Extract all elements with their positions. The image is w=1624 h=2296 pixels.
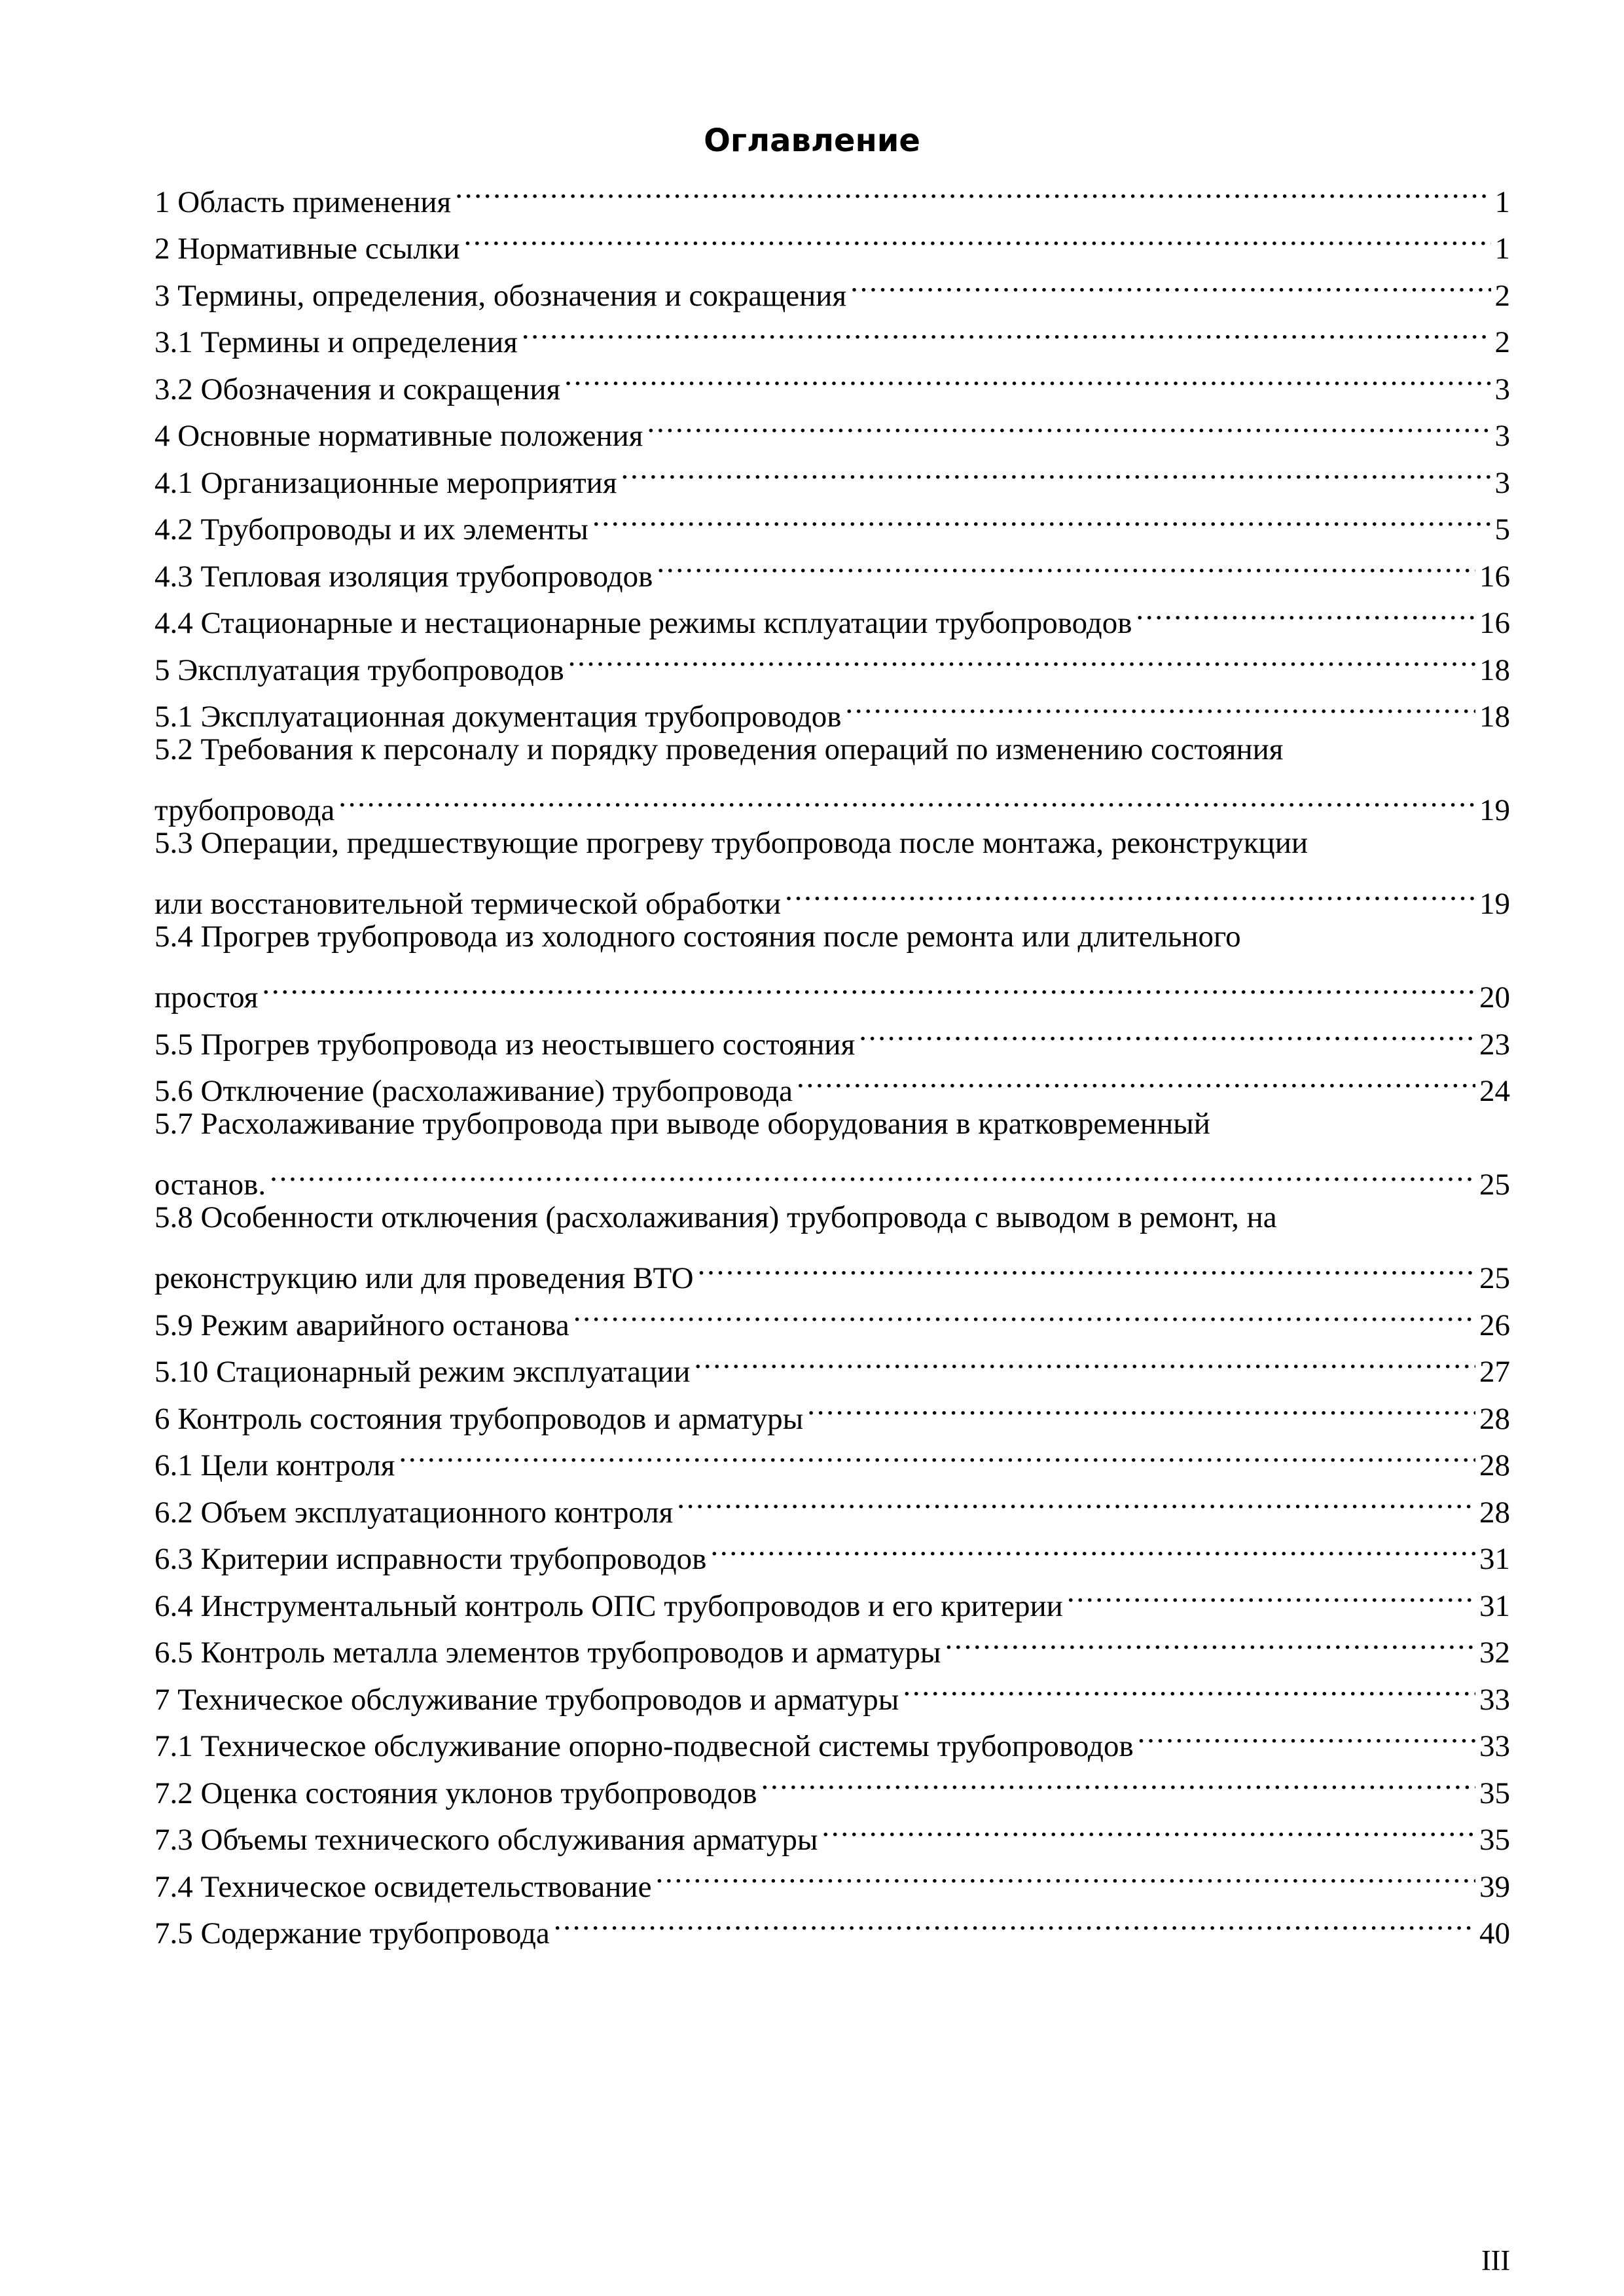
toc-entry-page: 18 bbox=[1479, 700, 1510, 734]
toc-entry-text: 1 Область применения bbox=[154, 185, 452, 219]
dot-leader bbox=[698, 1242, 1475, 1289]
toc-entry-page: 16 bbox=[1479, 606, 1510, 640]
toc-entry-page: 35 bbox=[1479, 1823, 1510, 1857]
toc-entry-text: 3.1 Термины и определения bbox=[154, 325, 518, 359]
dot-leader bbox=[554, 1897, 1475, 1944]
dot-leader bbox=[903, 1662, 1475, 1710]
toc-entry-page: 26 bbox=[1479, 1308, 1510, 1342]
dot-leader bbox=[568, 633, 1475, 680]
toc-entry-text: 4.4 Стационарные и нестационарные режимы ксплуатации трубопроводов bbox=[154, 606, 1132, 640]
toc-entry-text: 5.3 Операции, предшествующие прогреву трубопровода после монтажа, реконструкции bbox=[154, 826, 1308, 860]
toc-entry-page: 40 bbox=[1479, 1916, 1510, 1950]
toc-entry-page: 33 bbox=[1479, 1729, 1510, 1763]
toc-entry-text: 6 Контроль состояния трубопроводов и арматуры bbox=[154, 1401, 804, 1436]
toc-entry-page: 23 bbox=[1479, 1027, 1510, 1062]
toc-entry[interactable] bbox=[154, 1101, 1510, 1202]
dot-leader bbox=[270, 1148, 1475, 1195]
dot-leader bbox=[657, 539, 1475, 586]
dot-leader bbox=[564, 352, 1490, 399]
dot-leader bbox=[761, 1756, 1476, 1803]
dot-leader bbox=[1067, 1569, 1475, 1616]
dot-leader bbox=[455, 165, 1490, 212]
toc-entry-text: реконструкцию или для проведения ВТО bbox=[154, 1261, 694, 1295]
toc-entry-page: 35 bbox=[1479, 1776, 1510, 1810]
toc-entry-page: 28 bbox=[1479, 1401, 1510, 1436]
toc-entry-page: 28 bbox=[1479, 1448, 1510, 1482]
toc-entry-page: 3 bbox=[1494, 465, 1510, 500]
toc-entry-page: 19 bbox=[1479, 793, 1510, 827]
toc-entry-page: 32 bbox=[1479, 1636, 1510, 1670]
toc-entry[interactable] bbox=[154, 914, 1510, 1014]
toc-entry-text: 5.6 Отключение (расхолаживание) трубопровода bbox=[154, 1074, 793, 1108]
toc-entry-text: 2 Нормативные ссылки bbox=[154, 232, 460, 266]
toc-entry-page: 27 bbox=[1479, 1355, 1510, 1389]
toc-entry-page: 31 bbox=[1479, 1542, 1510, 1576]
toc-entry-text: 5 Эксплуатация трубопроводов bbox=[154, 653, 564, 687]
toc-entry-page: 25 bbox=[1479, 1261, 1510, 1295]
toc-entry-text: 5.10 Стационарный режим эксплуатации bbox=[154, 1355, 691, 1389]
toc-entry-text: 5.8 Особенности отключения (расхолаживания) трубопровода с выводом в ремонт, на bbox=[154, 1200, 1277, 1234]
toc-entry-page: 39 bbox=[1479, 1869, 1510, 1904]
dot-leader bbox=[464, 212, 1491, 259]
dot-leader bbox=[1136, 586, 1475, 634]
dot-leader bbox=[262, 961, 1475, 1008]
toc-entry-text: 3 Термины, определения, обозначения и сокращения bbox=[154, 278, 847, 313]
dot-leader bbox=[797, 1054, 1475, 1102]
dot-leader bbox=[694, 1335, 1475, 1382]
dot-leader bbox=[850, 259, 1490, 306]
toc-entry-text: 4.1 Организационные мероприятия bbox=[154, 465, 617, 500]
dot-leader bbox=[655, 1850, 1475, 1897]
toc-entry-page: 5 bbox=[1494, 512, 1510, 547]
dot-leader bbox=[399, 1429, 1475, 1476]
toc-entry-page: 3 bbox=[1494, 372, 1510, 406]
toc-entry-page: 28 bbox=[1479, 1495, 1510, 1530]
dot-leader bbox=[1138, 1710, 1475, 1757]
toc-entry-text: 5.1 Эксплуатационная документация трубопроводов bbox=[154, 700, 842, 734]
toc-entry-text: 5.4 Прогрев трубопровода из холодного состояния после ремонта или длительного bbox=[154, 920, 1241, 954]
toc-entry-text: 7.4 Техническое освидетельствование bbox=[154, 1869, 652, 1904]
dot-leader bbox=[677, 1475, 1475, 1522]
dot-leader bbox=[573, 1288, 1475, 1335]
dot-leader bbox=[807, 1382, 1475, 1429]
toc-entry-page: 2 bbox=[1494, 325, 1510, 359]
toc-entry-page: 1 bbox=[1494, 185, 1510, 219]
toc-entry-text: 6.5 Контроль металла элементов трубопроводов и арматуры bbox=[154, 1636, 941, 1670]
toc-entry-text: 7 Техническое обслуживание трубопроводов и арматуры bbox=[154, 1682, 899, 1717]
toc-entry[interactable] bbox=[154, 820, 1510, 921]
toc-entry-text: 6.2 Объем эксплуатационного контроля bbox=[154, 1495, 674, 1530]
toc-title: Оглавление bbox=[704, 122, 920, 159]
toc-entry-text: 6.4 Инструментальный контроль ОПС трубопроводов и его критерии bbox=[154, 1588, 1063, 1623]
toc-entry-page: 24 bbox=[1479, 1074, 1510, 1108]
page-number: III bbox=[1481, 2244, 1510, 2276]
toc-entry-text: 5.7 Расхолаживание трубопровода при выводе оборудования в кратковременный bbox=[154, 1107, 1210, 1141]
toc-entry-page: 20 bbox=[1479, 980, 1510, 1014]
dot-leader bbox=[522, 306, 1491, 353]
toc-entry-text: 6.3 Критерии исправности трубопроводов bbox=[154, 1542, 707, 1576]
toc-entry-text: 6.1 Цели контроля bbox=[154, 1448, 395, 1482]
toc-entry-text: 5.9 Режим аварийного останова bbox=[154, 1308, 569, 1342]
toc-entry-text: трубопровода bbox=[154, 793, 335, 827]
dot-leader bbox=[338, 774, 1475, 821]
dot-leader bbox=[592, 493, 1491, 540]
dot-leader bbox=[647, 399, 1490, 446]
toc-entry-text: 7.5 Содержание трубопровода bbox=[154, 1916, 550, 1950]
toc-entry-text: 7.2 Оценка состояния уклонов трубопроводов bbox=[154, 1776, 757, 1810]
toc-entry-page: 18 bbox=[1479, 653, 1510, 687]
toc-entry-text: 5.5 Прогрев трубопровода из неостывшего состояния bbox=[154, 1027, 856, 1062]
dot-leader bbox=[859, 1007, 1475, 1054]
dot-leader bbox=[710, 1522, 1475, 1570]
toc-entry-text: 7.3 Объемы технического обслуживания арматуры bbox=[154, 1823, 818, 1857]
toc-entry-page: 25 bbox=[1479, 1168, 1510, 1202]
dot-leader bbox=[621, 446, 1490, 493]
toc-entry[interactable] bbox=[154, 165, 1510, 219]
toc-entry-page: 19 bbox=[1479, 887, 1510, 921]
toc-entry-text: 3.2 Обозначения и сокращения bbox=[154, 372, 561, 406]
toc-entry-page: 31 bbox=[1479, 1588, 1510, 1623]
toc-entry-text: 7.1 Техническое обслуживание опорно-подвесной системы трубопроводов bbox=[154, 1729, 1134, 1763]
toc-entry[interactable] bbox=[154, 726, 1510, 827]
dot-leader bbox=[785, 867, 1475, 914]
dot-leader bbox=[945, 1616, 1475, 1663]
toc-entry-text: останов. bbox=[154, 1168, 266, 1202]
toc-entry-page: 16 bbox=[1479, 559, 1510, 594]
dot-leader bbox=[845, 680, 1475, 727]
toc-entry[interactable] bbox=[154, 1007, 1510, 1062]
table-of-contents bbox=[154, 165, 1510, 1950]
toc-entry[interactable] bbox=[154, 1194, 1510, 1295]
toc-entry-text: или восстановительной термической обработки bbox=[154, 887, 782, 921]
toc-entry-text: простоя bbox=[154, 980, 259, 1014]
toc-entry-page: 1 bbox=[1494, 232, 1510, 266]
toc-entry-page: 33 bbox=[1479, 1682, 1510, 1717]
toc-entry-text: 5.2 Требования к персоналу и порядку проведения операций по изменению состояния bbox=[154, 732, 1284, 766]
toc-entry-text: 4 Основные нормативные положения bbox=[154, 419, 643, 453]
toc-entry-text: 4.2 Трубопроводы и их элементы bbox=[154, 512, 588, 547]
dot-leader bbox=[821, 1803, 1475, 1850]
toc-entry-text: 4.3 Тепловая изоляция трубопроводов bbox=[154, 559, 653, 594]
toc-entry-page: 2 bbox=[1494, 278, 1510, 313]
toc-entry-page: 3 bbox=[1494, 419, 1510, 453]
